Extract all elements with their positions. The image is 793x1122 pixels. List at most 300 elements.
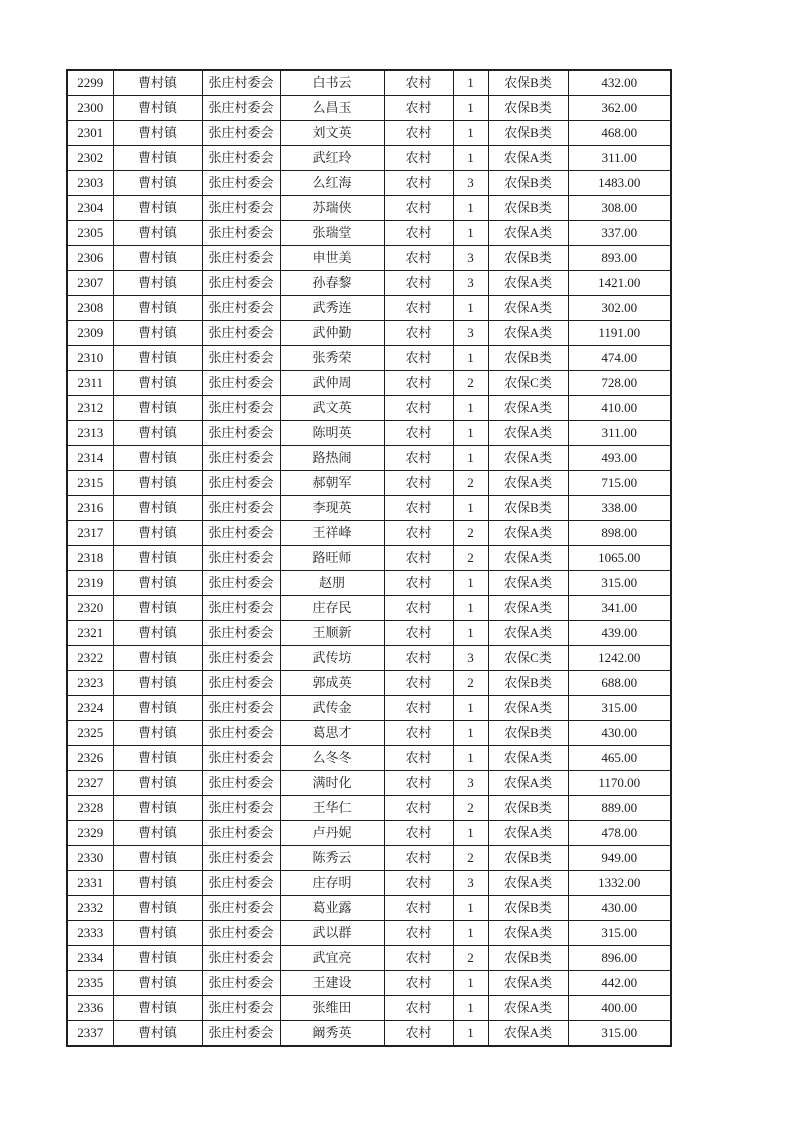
cell-household-count: 1	[453, 971, 488, 996]
cell-village-committee: 张庄村委会	[202, 121, 280, 146]
table-row	[67, 396, 671, 421]
cell-household-count: 1	[453, 746, 488, 771]
cell-insurance-category: 农保C类	[488, 371, 568, 396]
table-row	[67, 921, 671, 946]
cell-amount: 400.00	[568, 996, 671, 1021]
cell-person-name: 武传坊	[280, 646, 384, 671]
cell-amount: 1242.00	[568, 646, 671, 671]
cell-residence-type: 农村	[384, 446, 453, 471]
table-row	[67, 70, 671, 96]
cell-insurance-category: 农保A类	[488, 446, 568, 471]
cell-town: 曹村镇	[113, 246, 202, 271]
cell-seq-number: 2335	[67, 971, 113, 996]
cell-village-committee: 张庄村委会	[202, 771, 280, 796]
cell-town: 曹村镇	[113, 846, 202, 871]
cell-seq-number: 2312	[67, 396, 113, 421]
cell-household-count: 1	[453, 596, 488, 621]
cell-town: 曹村镇	[113, 646, 202, 671]
cell-village-committee: 张庄村委会	[202, 321, 280, 346]
cell-seq-number: 2337	[67, 1021, 113, 1047]
cell-person-name: 赵朋	[280, 571, 384, 596]
cell-residence-type: 农村	[384, 146, 453, 171]
cell-seq-number: 2313	[67, 421, 113, 446]
cell-insurance-category: 农保A类	[488, 471, 568, 496]
cell-person-name: 白书云	[280, 70, 384, 96]
cell-household-count: 1	[453, 821, 488, 846]
cell-seq-number: 2299	[67, 70, 113, 96]
cell-person-name: 满时化	[280, 771, 384, 796]
cell-town: 曹村镇	[113, 471, 202, 496]
cell-seq-number: 2324	[67, 696, 113, 721]
cell-residence-type: 农村	[384, 971, 453, 996]
cell-person-name: 武仲勤	[280, 321, 384, 346]
table-row	[67, 296, 671, 321]
cell-village-committee: 张庄村委会	[202, 646, 280, 671]
cell-seq-number: 2328	[67, 796, 113, 821]
cell-amount: 341.00	[568, 596, 671, 621]
cell-seq-number: 2336	[67, 996, 113, 1021]
table-row	[67, 871, 671, 896]
cell-town: 曹村镇	[113, 696, 202, 721]
cell-residence-type: 农村	[384, 521, 453, 546]
cell-person-name: 陈秀云	[280, 846, 384, 871]
cell-residence-type: 农村	[384, 496, 453, 521]
cell-insurance-category: 农保B类	[488, 96, 568, 121]
cell-person-name: 武传金	[280, 696, 384, 721]
table-row	[67, 146, 671, 171]
cell-insurance-category: 农保A类	[488, 771, 568, 796]
cell-insurance-category: 农保A类	[488, 821, 568, 846]
cell-amount: 315.00	[568, 571, 671, 596]
table-row	[67, 121, 671, 146]
cell-residence-type: 农村	[384, 96, 453, 121]
cell-insurance-category: 农保A类	[488, 321, 568, 346]
cell-insurance-category: 农保B类	[488, 896, 568, 921]
cell-residence-type: 农村	[384, 821, 453, 846]
cell-village-committee: 张庄村委会	[202, 496, 280, 521]
cell-village-committee: 张庄村委会	[202, 746, 280, 771]
cell-village-committee: 张庄村委会	[202, 171, 280, 196]
cell-insurance-category: 农保A类	[488, 146, 568, 171]
cell-amount: 478.00	[568, 821, 671, 846]
cell-amount: 362.00	[568, 96, 671, 121]
cell-insurance-category: 农保A类	[488, 871, 568, 896]
cell-residence-type: 农村	[384, 371, 453, 396]
cell-insurance-category: 农保A类	[488, 1021, 568, 1047]
cell-household-count: 1	[453, 346, 488, 371]
cell-village-committee: 张庄村委会	[202, 246, 280, 271]
table-row	[67, 171, 671, 196]
table-row	[67, 746, 671, 771]
cell-household-count: 2	[453, 371, 488, 396]
cell-household-count: 1	[453, 496, 488, 521]
cell-seq-number: 2327	[67, 771, 113, 796]
cell-town: 曹村镇	[113, 171, 202, 196]
cell-village-committee: 张庄村委会	[202, 896, 280, 921]
cell-town: 曹村镇	[113, 146, 202, 171]
cell-household-count: 3	[453, 871, 488, 896]
cell-insurance-category: 农保A类	[488, 996, 568, 1021]
cell-village-committee: 张庄村委会	[202, 271, 280, 296]
cell-residence-type: 农村	[384, 421, 453, 446]
table-row	[67, 96, 671, 121]
cell-household-count: 2	[453, 671, 488, 696]
cell-household-count: 1	[453, 421, 488, 446]
cell-town: 曹村镇	[113, 621, 202, 646]
cell-person-name: 庄存民	[280, 596, 384, 621]
cell-residence-type: 农村	[384, 246, 453, 271]
cell-seq-number: 2300	[67, 96, 113, 121]
cell-amount: 410.00	[568, 396, 671, 421]
cell-seq-number: 2325	[67, 721, 113, 746]
cell-person-name: 张瑞堂	[280, 221, 384, 246]
cell-seq-number: 2301	[67, 121, 113, 146]
cell-person-name: 武以群	[280, 921, 384, 946]
cell-insurance-category: 农保A类	[488, 696, 568, 721]
table-row	[67, 846, 671, 871]
cell-residence-type: 农村	[384, 946, 453, 971]
cell-village-committee: 张庄村委会	[202, 996, 280, 1021]
cell-person-name: 王顺新	[280, 621, 384, 646]
cell-seq-number: 2331	[67, 871, 113, 896]
cell-household-count: 2	[453, 796, 488, 821]
cell-town: 曹村镇	[113, 996, 202, 1021]
cell-person-name: 申世美	[280, 246, 384, 271]
cell-seq-number: 2326	[67, 746, 113, 771]
cell-amount: 1483.00	[568, 171, 671, 196]
cell-seq-number: 2310	[67, 346, 113, 371]
cell-residence-type: 农村	[384, 271, 453, 296]
table-row	[67, 1021, 671, 1047]
cell-amount: 432.00	[568, 70, 671, 96]
cell-person-name: 武宜亮	[280, 946, 384, 971]
cell-village-committee: 张庄村委会	[202, 821, 280, 846]
cell-household-count: 1	[453, 396, 488, 421]
cell-household-count: 1	[453, 996, 488, 1021]
cell-residence-type: 农村	[384, 671, 453, 696]
cell-town: 曹村镇	[113, 371, 202, 396]
cell-town: 曹村镇	[113, 871, 202, 896]
cell-insurance-category: 农保B类	[488, 171, 568, 196]
cell-town: 曹村镇	[113, 446, 202, 471]
cell-insurance-category: 农保A类	[488, 546, 568, 571]
cell-person-name: 刘文英	[280, 121, 384, 146]
cell-town: 曹村镇	[113, 396, 202, 421]
cell-person-name: 武秀连	[280, 296, 384, 321]
table-row	[67, 321, 671, 346]
cell-amount: 898.00	[568, 521, 671, 546]
table-row	[67, 796, 671, 821]
cell-amount: 337.00	[568, 221, 671, 246]
cell-residence-type: 农村	[384, 871, 453, 896]
table-row	[67, 671, 671, 696]
cell-insurance-category: 农保A类	[488, 971, 568, 996]
cell-residence-type: 农村	[384, 121, 453, 146]
cell-person-name: 张秀荣	[280, 346, 384, 371]
cell-village-committee: 张庄村委会	[202, 421, 280, 446]
cell-town: 曹村镇	[113, 896, 202, 921]
cell-household-count: 1	[453, 921, 488, 946]
cell-seq-number: 2318	[67, 546, 113, 571]
benefits-table-body	[67, 70, 671, 1046]
cell-residence-type: 农村	[384, 896, 453, 921]
cell-amount: 1065.00	[568, 546, 671, 571]
cell-person-name: 卢丹妮	[280, 821, 384, 846]
cell-amount: 468.00	[568, 121, 671, 146]
cell-seq-number: 2315	[67, 471, 113, 496]
cell-village-committee: 张庄村委会	[202, 546, 280, 571]
cell-insurance-category: 农保C类	[488, 646, 568, 671]
cell-seq-number: 2306	[67, 246, 113, 271]
cell-household-count: 1	[453, 296, 488, 321]
cell-residence-type: 农村	[384, 746, 453, 771]
cell-amount: 315.00	[568, 1021, 671, 1047]
cell-residence-type: 农村	[384, 70, 453, 96]
cell-residence-type: 农村	[384, 296, 453, 321]
cell-person-name: 葛思才	[280, 721, 384, 746]
cell-seq-number: 2311	[67, 371, 113, 396]
cell-insurance-category: 农保A类	[488, 421, 568, 446]
table-row	[67, 771, 671, 796]
cell-insurance-category: 农保B类	[488, 796, 568, 821]
cell-household-count: 2	[453, 521, 488, 546]
cell-amount: 302.00	[568, 296, 671, 321]
cell-town: 曹村镇	[113, 521, 202, 546]
cell-person-name: 武仲周	[280, 371, 384, 396]
cell-village-committee: 张庄村委会	[202, 671, 280, 696]
cell-seq-number: 2320	[67, 596, 113, 621]
cell-residence-type: 农村	[384, 796, 453, 821]
table-row	[67, 571, 671, 596]
cell-household-count: 2	[453, 946, 488, 971]
cell-amount: 688.00	[568, 671, 671, 696]
cell-insurance-category: 农保B类	[488, 121, 568, 146]
cell-village-committee: 张庄村委会	[202, 871, 280, 896]
table-row	[67, 521, 671, 546]
cell-village-committee: 张庄村委会	[202, 371, 280, 396]
cell-amount: 949.00	[568, 846, 671, 871]
cell-insurance-category: 农保A类	[488, 921, 568, 946]
cell-person-name: 葛业露	[280, 896, 384, 921]
cell-amount: 430.00	[568, 721, 671, 746]
table-row	[67, 446, 671, 471]
table-row	[67, 721, 671, 746]
cell-amount: 896.00	[568, 946, 671, 971]
cell-person-name: 张维田	[280, 996, 384, 1021]
cell-village-committee: 张庄村委会	[202, 1021, 280, 1047]
cell-village-committee: 张庄村委会	[202, 346, 280, 371]
cell-seq-number: 2321	[67, 621, 113, 646]
cell-person-name: 郝朝军	[280, 471, 384, 496]
cell-town: 曹村镇	[113, 746, 202, 771]
table-row	[67, 971, 671, 996]
cell-household-count: 1	[453, 696, 488, 721]
cell-household-count: 1	[453, 896, 488, 921]
cell-seq-number: 2334	[67, 946, 113, 971]
cell-person-name: 路旺师	[280, 546, 384, 571]
cell-village-committee: 张庄村委会	[202, 221, 280, 246]
cell-person-name: 陈明英	[280, 421, 384, 446]
cell-household-count: 3	[453, 271, 488, 296]
cell-town: 曹村镇	[113, 70, 202, 96]
cell-insurance-category: 农保A类	[488, 621, 568, 646]
cell-town: 曹村镇	[113, 971, 202, 996]
cell-household-count: 2	[453, 471, 488, 496]
cell-amount: 493.00	[568, 446, 671, 471]
cell-amount: 315.00	[568, 696, 671, 721]
cell-village-committee: 张庄村委会	[202, 921, 280, 946]
table-row	[67, 896, 671, 921]
table-row	[67, 946, 671, 971]
cell-residence-type: 农村	[384, 771, 453, 796]
cell-person-name: 郭成英	[280, 671, 384, 696]
cell-seq-number: 2305	[67, 221, 113, 246]
cell-town: 曹村镇	[113, 721, 202, 746]
cell-town: 曹村镇	[113, 571, 202, 596]
cell-seq-number: 2329	[67, 821, 113, 846]
cell-village-committee: 张庄村委会	[202, 721, 280, 746]
cell-amount: 430.00	[568, 896, 671, 921]
cell-town: 曹村镇	[113, 496, 202, 521]
cell-residence-type: 农村	[384, 396, 453, 421]
cell-village-committee: 张庄村委会	[202, 146, 280, 171]
table-row	[67, 421, 671, 446]
cell-residence-type: 农村	[384, 846, 453, 871]
cell-village-committee: 张庄村委会	[202, 796, 280, 821]
cell-household-count: 2	[453, 846, 488, 871]
cell-amount: 1191.00	[568, 321, 671, 346]
table-row	[67, 371, 671, 396]
cell-amount: 893.00	[568, 246, 671, 271]
cell-residence-type: 农村	[384, 196, 453, 221]
table-row	[67, 646, 671, 671]
cell-insurance-category: 农保B类	[488, 70, 568, 96]
cell-household-count: 1	[453, 96, 488, 121]
cell-amount: 311.00	[568, 146, 671, 171]
cell-seq-number: 2314	[67, 446, 113, 471]
cell-residence-type: 农村	[384, 646, 453, 671]
cell-town: 曹村镇	[113, 796, 202, 821]
cell-residence-type: 农村	[384, 596, 453, 621]
cell-person-name: 苏瑞侠	[280, 196, 384, 221]
cell-amount: 474.00	[568, 346, 671, 371]
cell-person-name: 庄存明	[280, 871, 384, 896]
table-row	[67, 246, 671, 271]
table-row	[67, 546, 671, 571]
cell-residence-type: 农村	[384, 721, 453, 746]
cell-village-committee: 张庄村委会	[202, 971, 280, 996]
cell-amount: 308.00	[568, 196, 671, 221]
cell-household-count: 3	[453, 171, 488, 196]
cell-amount: 465.00	[568, 746, 671, 771]
cell-amount: 715.00	[568, 471, 671, 496]
table-row	[67, 596, 671, 621]
cell-seq-number: 2332	[67, 896, 113, 921]
cell-residence-type: 农村	[384, 346, 453, 371]
cell-residence-type: 农村	[384, 1021, 453, 1047]
cell-insurance-category: 农保A类	[488, 571, 568, 596]
cell-seq-number: 2304	[67, 196, 113, 221]
cell-village-committee: 张庄村委会	[202, 946, 280, 971]
cell-town: 曹村镇	[113, 771, 202, 796]
cell-insurance-category: 农保A类	[488, 746, 568, 771]
cell-residence-type: 农村	[384, 471, 453, 496]
cell-person-name: 孙春黎	[280, 271, 384, 296]
cell-insurance-category: 农保A类	[488, 596, 568, 621]
cell-seq-number: 2307	[67, 271, 113, 296]
cell-household-count: 3	[453, 321, 488, 346]
cell-insurance-category: 农保B类	[488, 196, 568, 221]
cell-insurance-category: 农保B类	[488, 946, 568, 971]
cell-household-count: 1	[453, 196, 488, 221]
cell-person-name: 么昌玉	[280, 96, 384, 121]
cell-amount: 439.00	[568, 621, 671, 646]
cell-insurance-category: 农保B类	[488, 846, 568, 871]
cell-person-name: 武文英	[280, 396, 384, 421]
cell-household-count: 1	[453, 446, 488, 471]
cell-person-name: 路热闹	[280, 446, 384, 471]
table-row	[67, 471, 671, 496]
cell-household-count: 1	[453, 621, 488, 646]
table-row	[67, 221, 671, 246]
cell-village-committee: 张庄村委会	[202, 296, 280, 321]
cell-town: 曹村镇	[113, 671, 202, 696]
cell-town: 曹村镇	[113, 221, 202, 246]
table-row	[67, 196, 671, 221]
cell-seq-number: 2308	[67, 296, 113, 321]
benefits-table	[66, 69, 672, 1047]
cell-person-name: 武红玲	[280, 146, 384, 171]
cell-village-committee: 张庄村委会	[202, 396, 280, 421]
cell-household-count: 1	[453, 571, 488, 596]
cell-seq-number: 2323	[67, 671, 113, 696]
cell-village-committee: 张庄村委会	[202, 96, 280, 121]
cell-person-name: 王祥峰	[280, 521, 384, 546]
cell-household-count: 1	[453, 221, 488, 246]
cell-seq-number: 2322	[67, 646, 113, 671]
cell-seq-number: 2317	[67, 521, 113, 546]
cell-village-committee: 张庄村委会	[202, 196, 280, 221]
cell-insurance-category: 农保B类	[488, 346, 568, 371]
cell-residence-type: 农村	[384, 696, 453, 721]
table-row	[67, 621, 671, 646]
cell-seq-number: 2309	[67, 321, 113, 346]
cell-person-name: 么红海	[280, 171, 384, 196]
cell-insurance-category: 农保B类	[488, 671, 568, 696]
cell-person-name: 王建设	[280, 971, 384, 996]
table-row	[67, 696, 671, 721]
cell-household-count: 1	[453, 721, 488, 746]
cell-insurance-category: 农保B类	[488, 721, 568, 746]
cell-town: 曹村镇	[113, 821, 202, 846]
cell-town: 曹村镇	[113, 946, 202, 971]
cell-residence-type: 农村	[384, 546, 453, 571]
cell-household-count: 2	[453, 546, 488, 571]
cell-town: 曹村镇	[113, 296, 202, 321]
cell-amount: 1421.00	[568, 271, 671, 296]
cell-household-count: 1	[453, 146, 488, 171]
table-row	[67, 996, 671, 1021]
cell-person-name: 王华仁	[280, 796, 384, 821]
cell-seq-number: 2319	[67, 571, 113, 596]
cell-town: 曹村镇	[113, 321, 202, 346]
cell-town: 曹村镇	[113, 921, 202, 946]
cell-household-count: 1	[453, 1021, 488, 1047]
table-row	[67, 271, 671, 296]
cell-seq-number: 2303	[67, 171, 113, 196]
cell-residence-type: 农村	[384, 321, 453, 346]
cell-town: 曹村镇	[113, 546, 202, 571]
